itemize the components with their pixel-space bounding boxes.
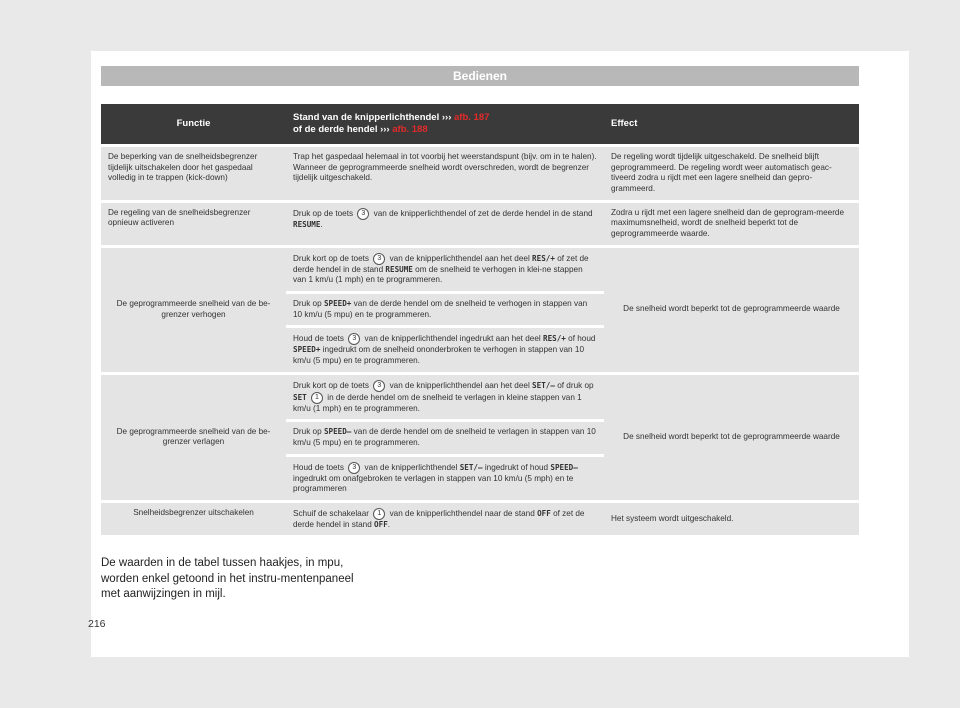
- cell-function: De geprogrammeerde snelheid van de be-grenzer verlagen: [101, 375, 286, 500]
- header-stand-line2: of de derde hendel: [293, 124, 378, 135]
- control-label: SET/–: [532, 380, 555, 390]
- text: of zet de derde hendel in stand: [293, 508, 585, 529]
- table-row: [101, 147, 859, 200]
- key-number-badge: 3: [348, 462, 360, 474]
- cell-stand: [286, 375, 604, 420]
- manual-page: [88, 51, 909, 657]
- text: in de derde hendel om de snelheid te verlagen in kleine stappen van 1 km/u (1 mph) en te programmeren.: [293, 392, 582, 413]
- control-label: SPEED–: [550, 462, 578, 472]
- header-stand-line1: Stand van de knipperlichthendel: [293, 111, 440, 123]
- control-label: RES/+: [532, 253, 555, 263]
- cell-stand: [286, 328, 604, 371]
- text: of houd: [568, 334, 596, 344]
- control-label: RES/+: [543, 334, 566, 344]
- text: of druk op: [557, 380, 594, 390]
- key-number-badge: 3: [357, 208, 369, 220]
- cell-function: De beperking van de snelheidsbegrenzer tijdelijk uitschakelen door het gaspedaal volledig in te trappen (kick-down): [101, 147, 286, 200]
- control-label: OFF: [374, 519, 388, 529]
- table-row: [101, 203, 859, 245]
- control-label: RESUME: [385, 264, 413, 274]
- text: ingedrukt om de snelheid ononderbroken te verhogen in stappen van 10 km/u (5 mpu) en te programmeren.: [293, 345, 584, 365]
- control-label: SET/–: [459, 462, 483, 472]
- text: .: [387, 519, 391, 529]
- text: Druk op: [293, 298, 322, 308]
- text: Houd de toets: [293, 334, 344, 344]
- cell-stand: [286, 457, 604, 500]
- table-row: [101, 248, 859, 291]
- text: van de knipperlichthendel naar de stand: [389, 508, 535, 518]
- cell-effect: De regeling wordt tijdelijk uitgeschakeld. De snelheid blijft geprogrammeerd. De regeling wordt weer automatisch geac-tiveerd zodra u rijdt met een lagere snelheid dan gepro-grammeerd.: [604, 147, 859, 200]
- table-header-row: [101, 104, 859, 144]
- cell-stand: [286, 248, 604, 291]
- cell-effect: Zodra u rijdt met een lagere snelheid dan de geprogram-meerde maximumsnelheid, wordt de snelheid beperkt tot de geprogrammeerde waarde.: [604, 203, 859, 245]
- text: van de knipperlichthendel aan het deel: [389, 380, 530, 390]
- text: van de knipperlichthendel aan het deel: [389, 253, 530, 263]
- text: ingedrukt om onafgebroken te verlagen in stappen van 10 km/u (5 mph) en te programmeren: [293, 473, 574, 494]
- control-label: SPEED–: [323, 427, 352, 437]
- ref-link-afb-188[interactable]: afb. 188: [392, 124, 428, 135]
- text: van de derde hendel om de snelheid te verlagen in stappen van 10 km/u (5 mpu) en te programmeren.: [293, 427, 596, 447]
- key-number-badge: 3: [373, 380, 385, 392]
- key-number-badge: 3: [348, 333, 360, 345]
- text: van de derde hendel om de snelheid te verhogen in stappen van 10 km/u (5 mpu) en te programmeren.: [293, 298, 588, 319]
- control-label: SET: [293, 392, 307, 402]
- text: van de knipperlichthendel: [364, 462, 458, 472]
- header-arrow: ›››: [441, 111, 452, 123]
- text: Druk kort op de toets: [293, 253, 369, 263]
- table-row: [101, 375, 859, 420]
- text: Houd de toets: [293, 462, 344, 472]
- footer-note: De waarden in de tabel tussen haakjes, in mpu, worden enkel getoond in het instru-mentenpaneel met aanwijzingen in mijl.: [101, 557, 354, 601]
- cell-effect: De snelheid wordt beperkt tot de geprogrammeerde waarde: [604, 248, 859, 372]
- section-header: Bedienen: [101, 66, 859, 86]
- text: ingedrukt of houd: [484, 462, 549, 472]
- text: van de knipperlichthendel ingedrukt aan het deel: [364, 334, 541, 344]
- cell-stand: [286, 294, 604, 325]
- key-number-badge: 3: [373, 253, 385, 265]
- function-table: [101, 101, 859, 538]
- cell-stand: [286, 422, 604, 453]
- control-label: OFF: [537, 508, 551, 518]
- page-number: 216: [88, 618, 106, 630]
- ref-link-afb-187[interactable]: afb. 187: [454, 111, 490, 123]
- control-label: SPEED+: [293, 345, 321, 355]
- text: .: [320, 219, 323, 229]
- key-number-badge: 1: [311, 392, 323, 404]
- control-label: RESUME: [293, 219, 321, 229]
- cell-function: De geprogrammeerde snelheid van de be-grenzer verhogen: [101, 248, 286, 372]
- cell-effect: Het systeem wordt uitgeschakeld.: [604, 503, 859, 536]
- cell-function: Snelheidsbegrenzer uitschakelen: [101, 503, 286, 536]
- cell-effect: De snelheid wordt beperkt tot de geprogrammeerde waarde: [604, 375, 859, 500]
- key-number-badge: 1: [373, 508, 385, 520]
- text: Druk op: [293, 427, 322, 437]
- header-effect: Effect: [604, 104, 859, 144]
- header-functie: Functie: [101, 104, 286, 144]
- header-stand: [286, 104, 604, 144]
- control-label: SPEED+: [323, 298, 352, 308]
- cell-stand: Trap het gaspedaal helemaal in tot voorbij het weerstandspunt (bijv. om in te halen). Wanneer de geprogrammeerde snelheid wordt overschreden, wordt de begrenzer tijdelijk uitgeschakeld.: [286, 147, 604, 200]
- cell-function: De regeling van de snelheidsbegrenzer opnieuw activeren: [101, 203, 286, 245]
- text: Druk op de toets: [293, 208, 354, 218]
- header-arrow: ›››: [380, 124, 390, 135]
- text: Schuif de schakelaar: [293, 508, 370, 518]
- text: om de snelheid te verhogen in klei-ne stappen van 1 km/u (1 mph) en te programmeren.: [293, 264, 583, 285]
- cell-stand: [286, 503, 604, 536]
- text: Druk kort op de toets: [293, 380, 369, 390]
- cell-stand: [286, 203, 604, 245]
- table-row: [101, 503, 859, 536]
- text: van de knipperlichthendel of zet de derde hendel in de stand: [373, 208, 593, 218]
- text: of zet de derde hendel in de stand: [293, 253, 589, 274]
